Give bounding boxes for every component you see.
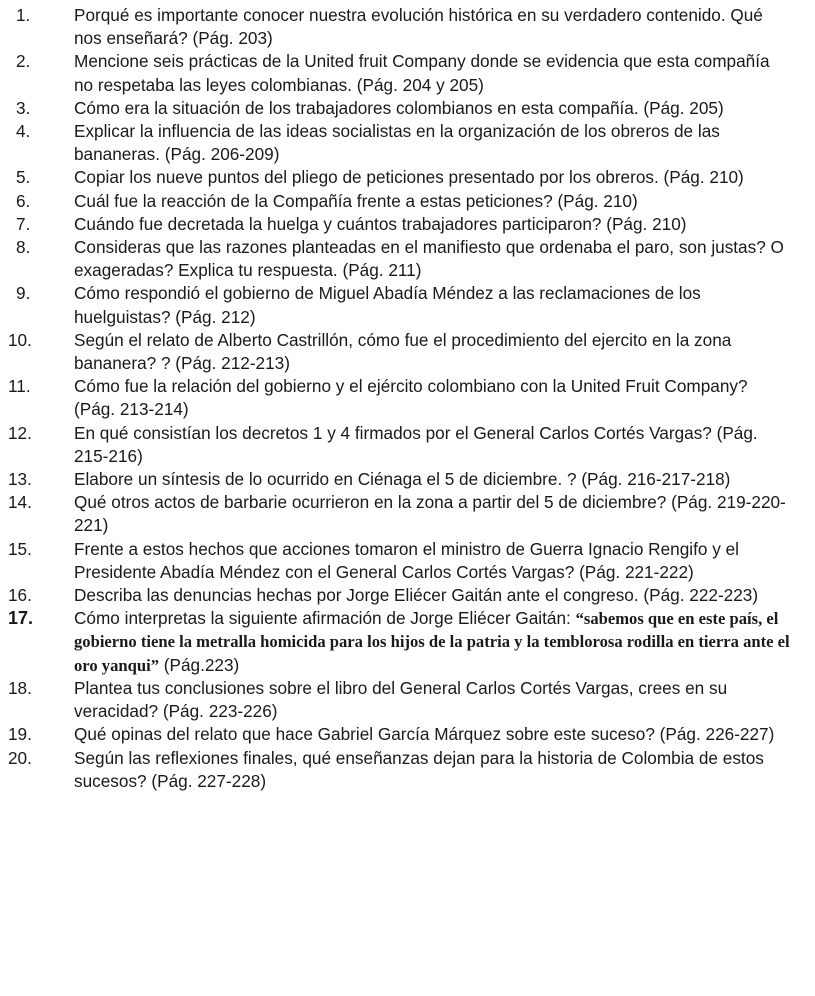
- question-text: Según las reflexiones finales, qué enseñanzas dejan para la historia de Colombia de estos sucesos? (Pág. 227-228): [74, 747, 764, 791]
- question-number: 10.: [8, 329, 32, 350]
- question-text: Porqué es importante conocer nuestra evolución histórica en su verdadero contenido. Qué nos enseñará? (Pág. 203): [74, 5, 763, 49]
- question-number: 1.: [16, 5, 31, 25]
- question-text: Cómo respondió el gobierno de Miguel Abadía Méndez a las reclamaciones de los huelguistas? (Pág. 212): [74, 283, 701, 327]
- question-15: [0, 538, 815, 584]
- question-20: [0, 747, 815, 793]
- question-number: 18.: [8, 677, 32, 698]
- question-list: [0, 4, 815, 793]
- question-number: 20.: [8, 747, 32, 768]
- question-text: Elabore un síntesis de lo ocurrido en Ciénaga el 5 de diciembre. ? (Pág. 216-217-218): [74, 469, 731, 490]
- question-text: Cuál fue la reacción de la Compañía frente a estas peticiones? (Pág. 210): [74, 190, 638, 211]
- question-number: 12.: [8, 422, 32, 443]
- question-text: Cómo interpretas la siguiente afirmación de Jorge Eliécer Gaitán:: [74, 608, 576, 629]
- question-text: Describa las denuncias hechas por Jorge Eliécer Gaitán ante el congreso. (Pág. 222-223): [74, 585, 759, 606]
- question-text: Qué opinas del relato que hace Gabriel García Márquez sobre este suceso? (Pág. 226-227): [74, 724, 775, 745]
- question-text: Plantea tus conclusiones sobre el libro del General Carlos Cortés Vargas, crees en su veracidad? (Pág. 223-226): [74, 677, 728, 722]
- question-7: [0, 213, 815, 236]
- question-number: 8.: [16, 237, 31, 258]
- question-page-ref: (Pág.223): [159, 654, 240, 675]
- question-text: Explicar la influencia de las ideas socialistas en la organización de los obreros de las bananeras. (Pág. 206-209): [74, 121, 720, 165]
- question-13: [0, 468, 815, 491]
- question-8: [0, 236, 815, 282]
- question-number: 19.: [8, 724, 32, 745]
- question-12: [0, 422, 815, 468]
- question-10: [0, 329, 815, 375]
- question-9: [0, 282, 815, 328]
- question-text: Cómo fue la relación del gobierno y el ejército colombiano con la United Fruit Company? (Pág. 213-214): [74, 376, 748, 420]
- question-text: Copiar los nueve puntos del pliego de peticiones presentado por los obreros. (Pág. 210): [74, 167, 744, 188]
- question-number: 13.: [8, 469, 32, 490]
- question-3: [0, 97, 815, 120]
- question-number: 16.: [8, 585, 32, 606]
- question-11: [0, 375, 815, 421]
- question-text: Según el relato de Alberto Castrillón, cómo fue el procedimiento del ejercito en la zona bananera? ? (Pág. 212-213): [74, 329, 732, 374]
- question-text: En qué consistían los decretos 1 y 4 firmados por el General Carlos Cortés Vargas? (Pág. 215-216): [74, 422, 758, 466]
- question-number: 6.: [16, 190, 31, 211]
- question-text: Frente a estos hechos que acciones tomaron el ministro de Guerra Ignacio Rengifo y el Presidente Abadía Méndez con el General Carlos Cortés Vargas? (Pág. 221-222): [74, 538, 739, 582]
- question-14: [0, 491, 815, 537]
- question-number: 9.: [16, 283, 31, 304]
- question-text: Qué otros actos de barbarie ocurrieron en la zona a partir del 5 de diciembre? (Pág. 219-220-221): [74, 492, 786, 536]
- question-text: Cuándo fue decretada la huelga y cuántos trabajadores participaron? (Pág. 210): [74, 213, 687, 234]
- question-2: [0, 50, 815, 96]
- gaitan-quote: “sabemos que en este país, el gobierno tiene la metralla homicida para los hijos de la patria y la temblorosa rodilla en tierra ante el oro yanqui”: [74, 609, 790, 675]
- question-number: 3.: [16, 97, 31, 118]
- question-number: 11.: [8, 376, 31, 397]
- question-number: 4.: [16, 121, 31, 142]
- question-number: 5.: [16, 167, 31, 188]
- question-number: 15.: [8, 538, 32, 559]
- question-4: [0, 120, 815, 166]
- question-number: 14.: [8, 492, 32, 513]
- question-18: [0, 677, 815, 723]
- question-1: [0, 4, 815, 50]
- question-16: [0, 584, 815, 607]
- question-number: 17.: [8, 608, 34, 629]
- question-text: Mencione seis prácticas de la United fruit Company donde se evidencia que esta compañía no respetaba las leyes colombianas. (Pág. 204 y 205): [74, 51, 770, 95]
- question-17: [0, 607, 815, 677]
- question-number: 7.: [16, 213, 31, 234]
- question-number: 2.: [16, 51, 31, 72]
- question-6: [0, 190, 815, 213]
- question-19: [0, 723, 815, 746]
- question-5: [0, 166, 815, 189]
- question-text: Cómo era la situación de los trabajadores colombianos en esta compañía. (Pág. 205): [74, 97, 724, 118]
- question-text: Consideras que las razones planteadas en el manifiesto que ordenaba el paro, son justas? O exageradas? Explica tu respuesta. (Pág. 211): [74, 237, 784, 281]
